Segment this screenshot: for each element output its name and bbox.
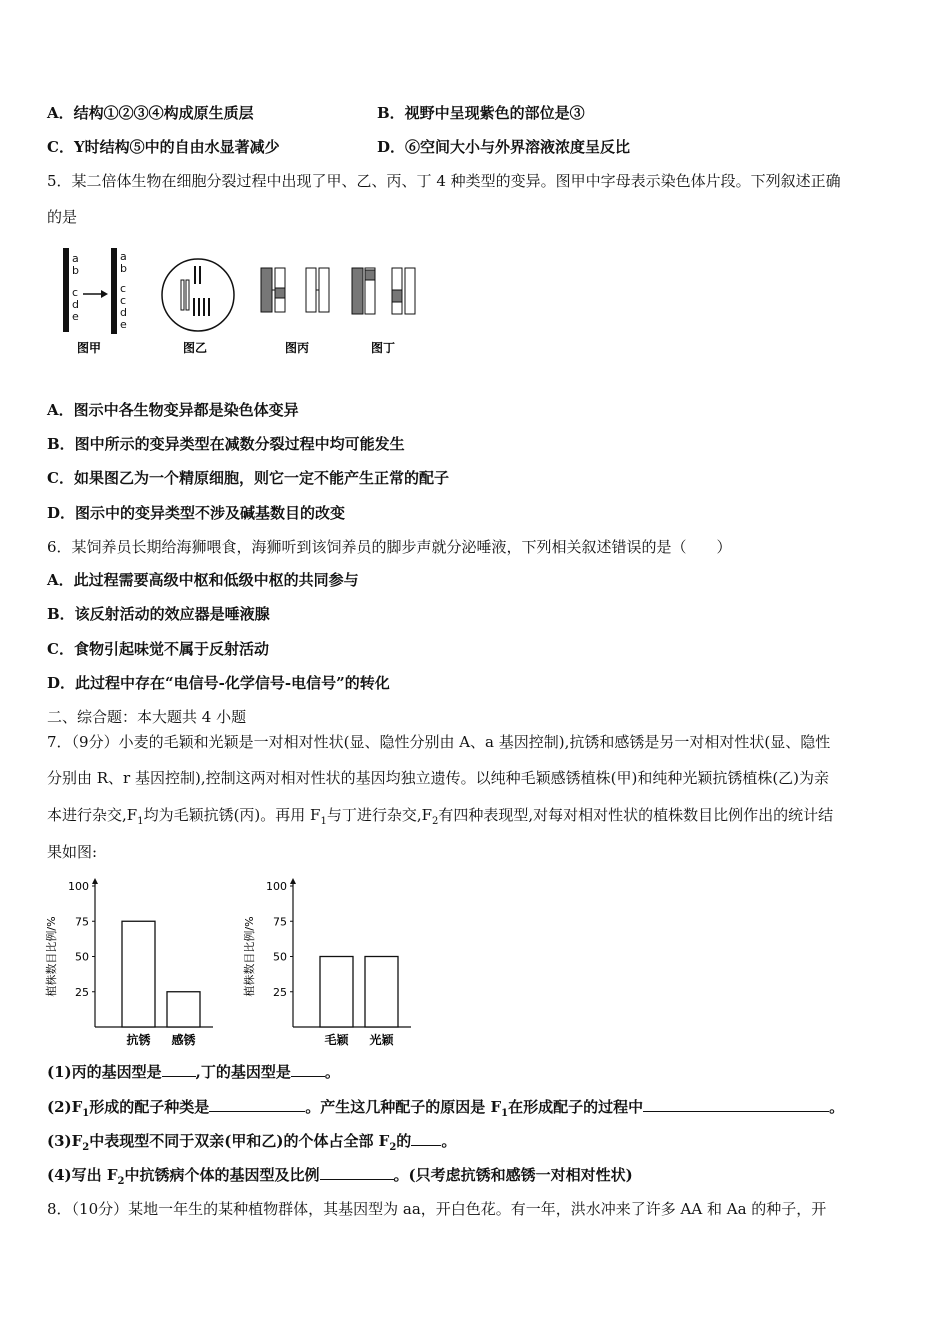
y-tick-label: 100 [68,880,89,893]
q5-stem-line2: 的是 [47,208,78,226]
y-axis-arrow-icon [92,878,98,884]
y-tick-label: 75 [273,915,287,929]
x-category-label: 光颖 [369,1033,394,1047]
q7-line1: 7．（9分）小麦的毛颖和光颖是一对相对性状(显、隐性分别由 A、a 基因控制),抗锈和感锈是另一对相对性状(显、隐性 [47,733,831,751]
q7-line3: 本进行杂交$,F_1$均为毛颖抗锈(丙)。再用 $F_1$与丁进行杂交$,F_2$有四种表现型,对每对相对性状的植株数目比例作出的统计结 [47,806,834,827]
q5-option-b: B．图中所示的变异类型在减数分裂过程中均可能发生 [47,435,405,453]
q5-option-c: C．如果图乙为一个精原细胞，则它一定不能产生正常的配子 [47,469,449,487]
x-category-label: 毛颖 [324,1033,349,1047]
q5-stem-line1: 5．某二倍体生物在细胞分裂过程中出现了甲、乙、丙、丁 4 种类型的变异。图甲中字母表示染色体片段。下列叙述正确 [47,172,841,190]
figure-jia [63,248,127,355]
q6-stem: 6．某饲养员长期给海狮喂食，海狮听到该饲养员的脚步声就分泌唾液，下列相关叙述错误的是（ ） [47,538,732,556]
q6-option-b: B．该反射活动的效应器是唾液腺 [47,605,270,623]
answer-blank[interactable] [291,1062,325,1077]
figure-ding-label: 图丁 [371,341,396,355]
figure-bing [261,268,329,355]
bar [320,957,353,1028]
letter-b: b [72,264,79,277]
bar [122,921,155,1027]
letter-c: c [120,282,127,295]
q6-option-a: A．此过程需要高级中枢和低级中枢的共同参与 [47,571,359,589]
q6-option-c: C．食物引起味觉不属于反射活动 [47,640,269,658]
letter-a: a [72,252,79,265]
figure-yi-label: 图乙 [183,341,208,355]
letter-d: d [120,306,127,319]
letter-d: d [72,298,79,311]
y-tick-label: 50 [75,950,89,964]
chart-rust-resistance [40,872,225,1052]
figure-bing-label: 图丙 [285,341,310,355]
q7-sub3: $(3)F_2$中表现型不同于双亲(甲和乙)的个体占全部 $F_2$的 。 [47,1132,457,1153]
y-tick-label: 50 [273,950,287,964]
figure-jia-label: 图甲 [77,341,102,355]
letter-a: a [120,250,127,263]
q7-line2: 分别由 R、r 基因控制),控制这两对相对性状的基因均独立遗传。以纯种毛颖感锈植株(甲)和纯种光颖抗锈植株(乙)为亲 [47,769,830,787]
arrow-head-icon [101,290,108,298]
y-tick-label: 75 [75,915,89,929]
q4-option-b: B．视野中呈现紫色的部位是③ [377,104,585,122]
y-tick-label: 100 [266,880,287,893]
answer-blank[interactable] [162,1062,196,1077]
y-axis-label: 植株数目比例/% [45,916,58,997]
y-axis-label: 植株数目比例/% [243,916,256,997]
q5-option-d: D．图示中的变异类型不涉及碱基数目的改变 [47,504,346,522]
y-tick-label: 25 [75,985,89,999]
answer-blank[interactable] [411,1131,441,1146]
q4-option-d: D．⑥空间大小与外界溶液浓度呈反比 [377,138,631,156]
q5-option-a: A．图示中各生物变异都是染色体变异 [47,401,299,419]
chromosome-variation-figure [45,240,425,362]
y-tick-label: 25 [273,985,287,999]
letter-c: c [72,286,79,299]
q4-option-c: C．Y时结构⑤中的自由水显著减少 [47,138,280,156]
y-axis-arrow-icon [290,878,296,884]
x-category-label: 抗锈 [126,1033,151,1047]
q4-option-a: A．结构①②③④构成原生质层 [47,104,254,122]
letter-e: e [72,310,79,323]
letter-c: c [120,294,127,307]
answer-blank[interactable] [209,1097,305,1112]
chromosome-right [111,248,117,334]
chromosome-left [63,248,69,332]
x-category-label: 感锈 [171,1033,196,1047]
q7-line4: 果如图: [47,843,98,861]
section-heading: 二、综合题：本大题共 4 小题 [47,708,247,726]
chart-glume-type [238,872,423,1052]
figure-ding [352,268,415,355]
q7-sub1: (1)丙的基因型是 ,丁的基因型是 。 [47,1063,340,1081]
q7-sub2: $(2)F_1$形成的配子种类是 。产生这几种配子的原因是 $F_1$在形成配子的过程中 。 [47,1098,845,1119]
chromosome-shaded [261,268,272,312]
bar [365,957,398,1028]
cell-outline [162,259,234,331]
q7-sub4: (4)写出 $F_2$中抗锈病个体的基因型及比例 。(只考虑抗锈和感锈一对相对性状) [47,1166,633,1187]
letter-e: e [120,318,127,331]
letter-b: b [120,262,127,275]
bar [167,992,200,1027]
answer-blank[interactable] [643,1097,829,1112]
q6-option-d: D．此过程中存在“电信号-化学信号-电信号”的转化 [47,674,390,692]
answer-blank[interactable] [320,1165,394,1180]
q8-line1: 8．（10分）某地一年生的某种植物群体，其基因型为 aa，开白色花。有一年，洪水冲来了许多 AA 和 Aa 的种子，开 [47,1200,827,1218]
figure-yi [162,259,234,355]
